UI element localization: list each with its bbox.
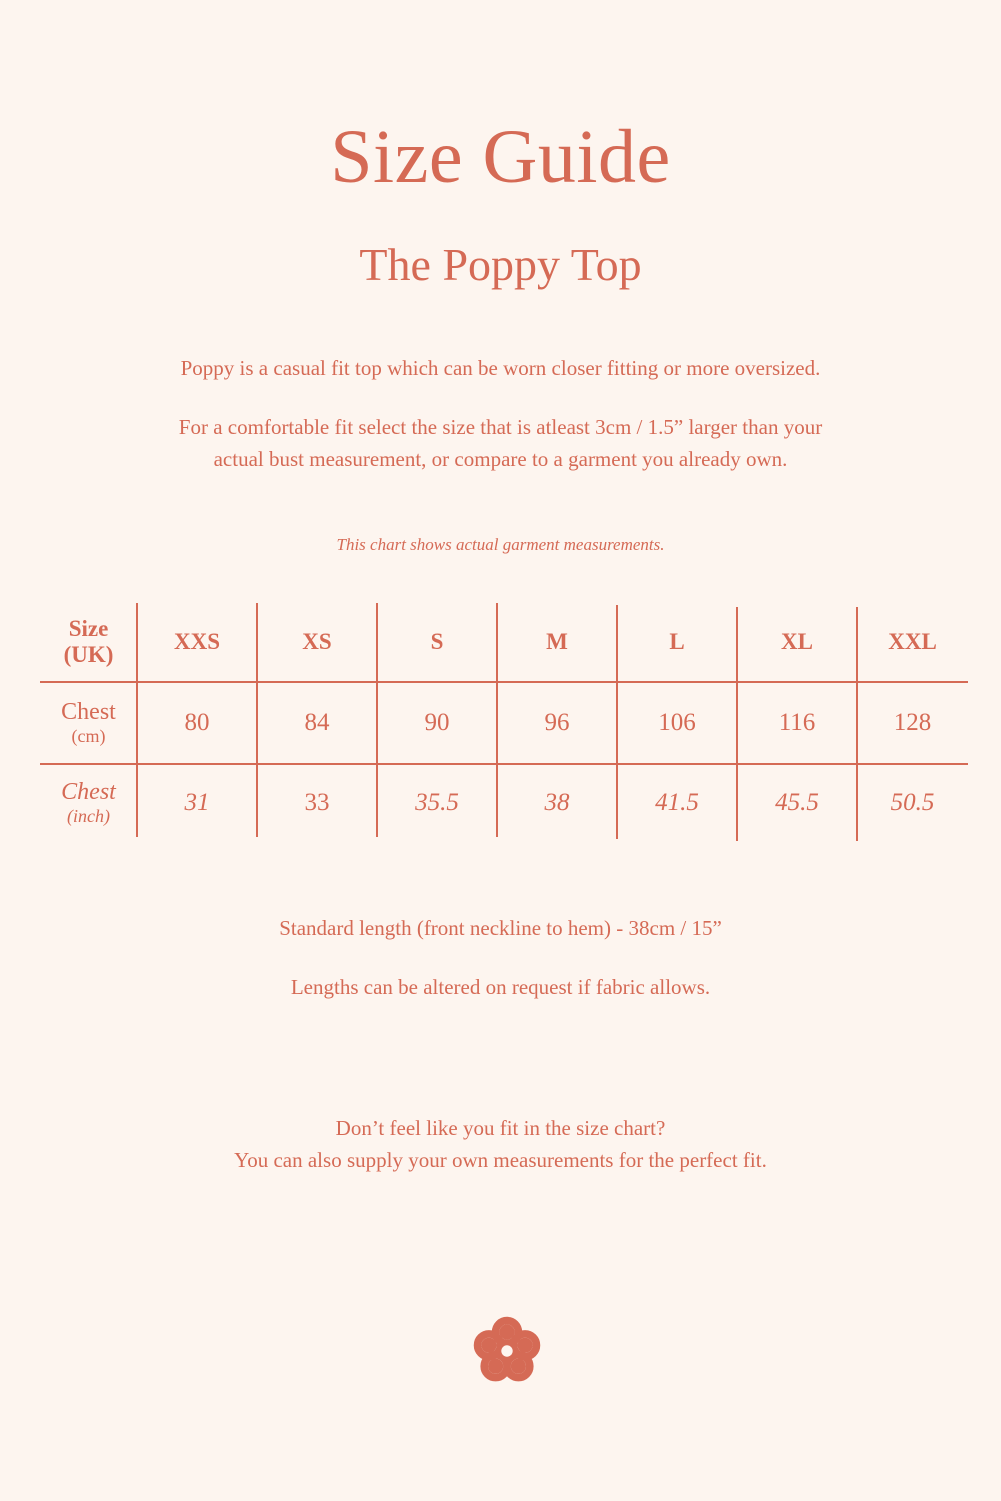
table-column-divider [856,607,858,841]
chest-cm-value: 84 [304,709,330,736]
size-column-header: XXL [888,629,937,654]
page-title: Size Guide [330,115,671,199]
flower-icon [469,1313,545,1389]
row-unit: (inch) [67,806,110,826]
chest-inch-row-label [40,765,137,841]
size-column-header: XL [781,629,813,654]
chest-cm-value: 116 [778,709,816,736]
chest-inch-value: 41.5 [655,789,699,816]
custom-line-1: Don’t feel like you fit in the size chart? [335,1116,666,1140]
row-label: Chest [61,699,116,725]
fit-advice-line-1: For a comfortable fit select the size that is atleast 3cm / 1.5” larger than your [178,415,823,439]
chest-inch-value: 45.5 [775,789,819,816]
size-header-label: Size [68,616,109,641]
table-row-divider [40,763,968,765]
table-column-divider [736,607,738,841]
size-header-unit: (UK) [63,642,114,667]
custom-measurements [0,1112,1001,1176]
size-column-header: M [546,629,568,654]
custom-line-2: You can also supply your own measurements for the perfect fit. [234,1148,767,1172]
size-column-header: XXS [173,629,220,654]
chart-note: This chart shows actual garment measurements. [336,535,665,554]
size-column-header: S [430,629,444,654]
table-column-divider [136,603,138,837]
chest-cm-value: 96 [544,709,570,736]
fit-advice [0,411,1001,475]
standard-length: Standard length (front neckline to hem) - 38cm / 15” [279,916,722,940]
chest-cm-value: 90 [424,709,450,736]
product-name: The Poppy Top [359,239,642,290]
chest-inch-value: 35.5 [415,789,459,816]
chest-inch-value: 31 [184,789,210,816]
table-row-divider [40,681,968,683]
chest-cm-value: 128 [893,709,932,736]
chest-cm-value: 106 [658,709,696,736]
chest-inch-value: 33 [304,789,330,816]
length-alteration-note: Lengths can be altered on request if fabric allows. [290,975,711,999]
row-unit: (cm) [71,726,106,746]
chest-cm-value: 80 [184,709,210,736]
size-header-cell [40,603,137,681]
size-column-header: XS [302,629,332,654]
table-column-divider [256,603,258,837]
intro-text: Poppy is a casual fit top which can be worn closer fitting or more oversized. [180,356,821,380]
table-column-divider [496,603,498,837]
size-column-header: L [669,629,685,654]
table-column-divider [616,605,618,839]
chest-cm-row-label [40,683,137,763]
chest-inch-value: 38 [544,789,570,816]
chest-inch-value: 50.5 [890,789,935,816]
fit-advice-line-2: actual bust measurement, or compare to a garment you already own. [213,447,788,471]
row-label: Chest [61,779,116,805]
table-column-divider [376,603,378,837]
size-table [40,603,968,841]
